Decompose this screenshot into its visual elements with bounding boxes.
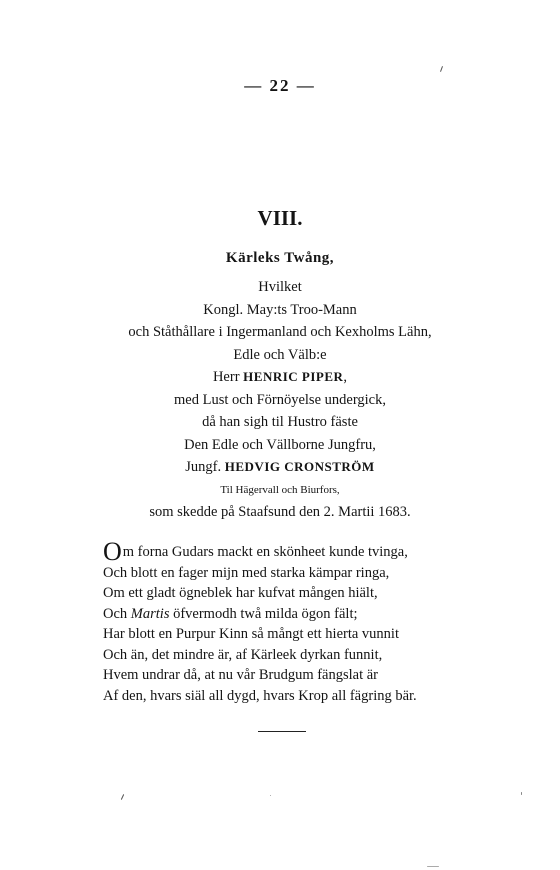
dedication-line: Den Edle och Vällborne Jungfru,	[184, 436, 376, 453]
poem-title: Kärleks Twång,	[225, 250, 335, 266]
section-number: VIII.	[257, 206, 303, 230]
paper-speck	[270, 795, 271, 796]
dedication-line: med Lust och Förnöyelse undergick,	[174, 391, 386, 408]
dedication-line: Edle och Välb:e	[233, 346, 327, 363]
groom-name: HENRIC PIPER	[243, 369, 344, 384]
poem-text: m forna Gudars mackt en skönheet kunde tvinga,	[122, 544, 408, 560]
paper-speck	[440, 66, 443, 72]
dedication-line: Hvilket	[258, 279, 302, 295]
paper-speck	[427, 866, 439, 867]
poem-line	[103, 604, 483, 625]
poem-line	[103, 537, 483, 566]
dedication-text: ,	[343, 369, 348, 385]
dedication-line	[0, 366, 560, 389]
dedication-line: då han sigh til Hustro fäste	[202, 414, 358, 430]
poem-text: Och	[103, 605, 131, 622]
drop-cap: O	[103, 537, 122, 566]
closing-rule	[258, 731, 306, 732]
paper-speck	[521, 792, 522, 795]
dedication-text: Herr	[212, 369, 244, 385]
poem-text: öfvermodh twå milda ögon fält;	[169, 605, 358, 622]
poem-line: Om ett gladt ögneblek har kufvat mången hiält,	[103, 585, 378, 601]
dedication-line: Kongl. May:ts Troo-Mann	[203, 301, 357, 318]
dedication-line: Til Hägervall och Biurfors,	[220, 483, 340, 496]
bride-name: HEDVIG CRONSTRÖM	[224, 459, 375, 474]
dedication	[0, 276, 560, 523]
poem-stanza	[103, 537, 483, 706]
dedication-text: Jungf.	[185, 459, 225, 475]
poem-line: Har blott en Purpur Kinn så mångt ett hierta vunnit	[103, 626, 399, 642]
poem-line: Af den, hvars siäl all dygd, hvars Krop all fägring bär.	[103, 687, 417, 704]
poem-line: Och än, det mindre är, af Kärleek dyrkan funnit,	[103, 646, 383, 663]
poem-italic-text: Martis	[130, 605, 170, 622]
poem-line: Och blott en fager mijn med starka kämpar ringa,	[103, 564, 390, 581]
page-number: — 22 —	[244, 76, 316, 95]
poem-line: Hvem undrar då, at nu vår Brudgum fängslat är	[103, 667, 379, 683]
dedication-line	[0, 456, 560, 479]
dedication-line: och Ståthållare i Ingermanland och Kexholms Lähn,	[128, 324, 432, 340]
paper-speck	[121, 794, 124, 800]
dedication-line: som skedde på Staafsund den 2. Martii 1683.	[149, 503, 411, 520]
